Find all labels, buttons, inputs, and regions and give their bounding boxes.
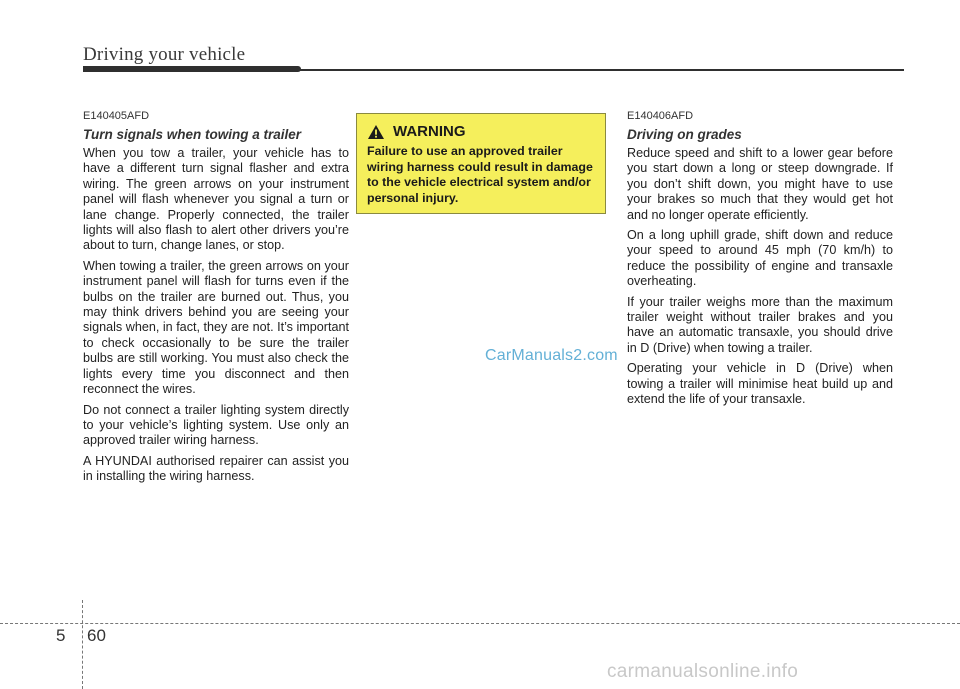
watermark: CarManuals2.com	[485, 347, 618, 364]
section-heading: Driving on grades	[627, 127, 742, 142]
paragraph: If your trailer weighs more than the maximum trailer weight without trailer brakes and you have an automatic transaxle, you should drive in D (Drive) when towing a trailer.	[627, 294, 893, 355]
warning-triangle-icon	[367, 124, 385, 140]
footer-vertical-divider	[82, 600, 83, 689]
header-bar	[83, 66, 301, 72]
warning-header	[367, 123, 596, 140]
section-number: 5	[56, 626, 66, 645]
paragraph: A HYUNDAI authorised repairer can assist you in installing the wiring harness.	[83, 453, 349, 484]
paragraph: Operating your vehicle in D (Drive) when towing a trailer will minimise heat build up and extend the life of your transaxle.	[627, 361, 893, 407]
page-number: 60	[87, 626, 106, 645]
warning-text: Failure to use an approved trailer wiring harness could result in damage to the vehicle electrical system and/or personal injury.	[367, 144, 593, 205]
bottom-watermark: carmanualsonline.info	[607, 661, 799, 682]
paragraph: When towing a trailer, the green arrows on your instrument panel will flash for turns even if the bulbs on the trailer are burned out. Thus, you may think drivers behind you are seeing your signals when, in fact, they are not. It’s important to check occasionally to be sure the trailer bulbs are still working. You must also check the lights every time you disconnect and then reconnect the wires.	[83, 258, 349, 397]
warning-title: WARNING	[393, 123, 466, 140]
right-column	[627, 110, 893, 413]
warning-box	[356, 113, 606, 214]
paragraph: On a long uphill grade, shift down and reduce your speed to around 45 mph (70 km/h) to reduce the possibility of engine and transaxle overheating.	[627, 228, 893, 289]
left-column	[83, 110, 349, 490]
section-code: E140406AFD	[627, 110, 694, 122]
section-heading: Turn signals when towing a trailer	[83, 127, 302, 142]
page-header-title: Driving your vehicle	[83, 44, 246, 65]
footer-divider	[0, 623, 960, 624]
section-code: E140405AFD	[83, 110, 150, 122]
header-rule	[300, 69, 904, 71]
paragraph: When you tow a trailer, your vehicle has to have a different turn signal flasher and extra wiring. The green arrows on your instrument panel will flash whenever you signal a turn or lane change. Properly connected, the trailer lights will also flash to alert other drivers you’re about to turn, change lanes, or stop.	[83, 146, 349, 253]
paragraph: Do not connect a trailer lighting system directly to your vehicle’s lighting system. Use only an approved trailer wiring harness.	[83, 402, 349, 448]
paragraph: Reduce speed and shift to a lower gear before you start down a long or steep downgrade. If you don’t shift down, you might have to use your brakes so much that they would get hot and no longer operate efficiently.	[627, 146, 893, 222]
